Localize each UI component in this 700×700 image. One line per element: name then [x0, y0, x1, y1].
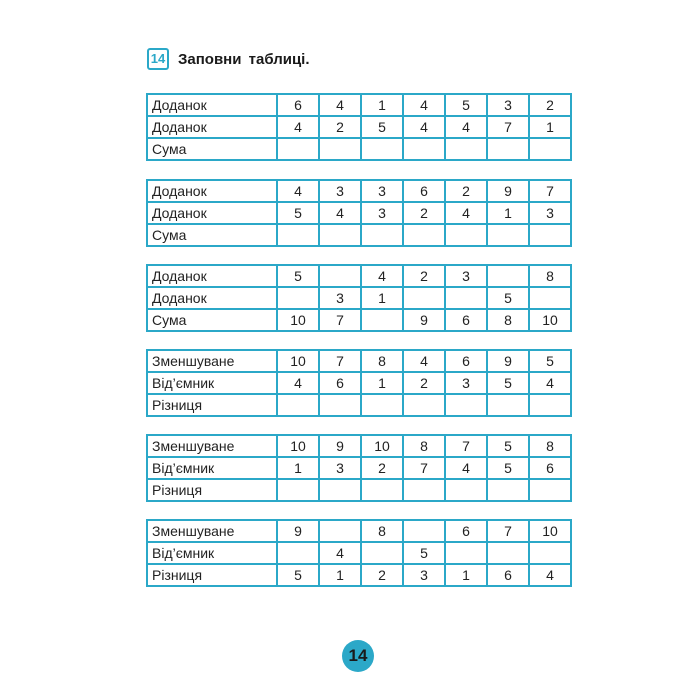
- table-row: [147, 116, 571, 138]
- table-row: [147, 180, 571, 202]
- value-cell: 5: [277, 202, 319, 224]
- table-row: [147, 287, 571, 309]
- empty-answer-cell[interactable]: [445, 138, 487, 160]
- row-label: Від’ємник: [147, 372, 277, 394]
- value-cell: 3: [487, 94, 529, 116]
- value-cell: 8: [361, 350, 403, 372]
- value-cell: 1: [319, 564, 361, 586]
- empty-answer-cell[interactable]: [487, 224, 529, 246]
- value-cell: 5: [445, 94, 487, 116]
- empty-answer-cell[interactable]: [361, 224, 403, 246]
- empty-answer-cell[interactable]: [319, 265, 361, 287]
- empty-answer-cell[interactable]: [319, 479, 361, 501]
- empty-answer-cell[interactable]: [361, 542, 403, 564]
- value-cell: 6: [487, 564, 529, 586]
- value-cell: 10: [361, 435, 403, 457]
- table-row: [147, 372, 571, 394]
- arithmetic-table: [146, 349, 572, 417]
- empty-answer-cell[interactable]: [529, 542, 571, 564]
- value-cell: 5: [361, 116, 403, 138]
- value-cell: 6: [319, 372, 361, 394]
- value-cell: 5: [487, 287, 529, 309]
- value-cell: 8: [403, 435, 445, 457]
- arithmetic-table: [146, 434, 572, 502]
- value-cell: 8: [529, 265, 571, 287]
- value-cell: 3: [319, 180, 361, 202]
- row-label: Сума: [147, 309, 277, 331]
- value-cell: 3: [529, 202, 571, 224]
- empty-answer-cell[interactable]: [403, 224, 445, 246]
- value-cell: 6: [403, 180, 445, 202]
- row-label: Різниця: [147, 394, 277, 416]
- value-cell: 2: [403, 265, 445, 287]
- value-cell: 4: [445, 116, 487, 138]
- row-label: Доданок: [147, 265, 277, 287]
- table-row: [147, 564, 571, 586]
- value-cell: 7: [487, 116, 529, 138]
- value-cell: 3: [361, 180, 403, 202]
- row-label: Від’ємник: [147, 457, 277, 479]
- value-cell: 1: [487, 202, 529, 224]
- value-cell: 9: [277, 520, 319, 542]
- empty-answer-cell[interactable]: [403, 287, 445, 309]
- value-cell: 1: [361, 94, 403, 116]
- empty-answer-cell[interactable]: [445, 287, 487, 309]
- table-row: [147, 309, 571, 331]
- value-cell: 9: [403, 309, 445, 331]
- value-cell: 8: [529, 435, 571, 457]
- empty-answer-cell[interactable]: [319, 520, 361, 542]
- value-cell: 3: [361, 202, 403, 224]
- empty-answer-cell[interactable]: [487, 542, 529, 564]
- empty-answer-cell[interactable]: [319, 138, 361, 160]
- value-cell: 3: [445, 265, 487, 287]
- arithmetic-table: [146, 93, 572, 161]
- value-cell: 3: [319, 457, 361, 479]
- empty-answer-cell[interactable]: [277, 542, 319, 564]
- value-cell: 4: [277, 372, 319, 394]
- empty-answer-cell[interactable]: [529, 287, 571, 309]
- row-label: Від’ємник: [147, 542, 277, 564]
- value-cell: 7: [529, 180, 571, 202]
- table-row: [147, 202, 571, 224]
- row-label: Сума: [147, 138, 277, 160]
- arithmetic-table: [146, 179, 572, 247]
- value-cell: 8: [361, 520, 403, 542]
- arithmetic-table: [146, 519, 572, 587]
- value-cell: 6: [445, 520, 487, 542]
- value-cell: 9: [487, 350, 529, 372]
- value-cell: 2: [361, 457, 403, 479]
- row-label: Доданок: [147, 287, 277, 309]
- empty-answer-cell[interactable]: [361, 394, 403, 416]
- task-header: [147, 48, 310, 70]
- table-row: [147, 94, 571, 116]
- empty-answer-cell[interactable]: [487, 265, 529, 287]
- value-cell: 2: [403, 372, 445, 394]
- empty-answer-cell[interactable]: [487, 138, 529, 160]
- value-cell: 1: [277, 457, 319, 479]
- empty-answer-cell[interactable]: [529, 138, 571, 160]
- empty-answer-cell[interactable]: [529, 394, 571, 416]
- value-cell: 2: [361, 564, 403, 586]
- value-cell: 9: [487, 180, 529, 202]
- value-cell: 4: [319, 94, 361, 116]
- value-cell: 7: [445, 435, 487, 457]
- empty-answer-cell[interactable]: [277, 224, 319, 246]
- value-cell: 5: [277, 265, 319, 287]
- empty-answer-cell[interactable]: [361, 479, 403, 501]
- row-label: Різниця: [147, 564, 277, 586]
- value-cell: 7: [319, 350, 361, 372]
- row-label: Доданок: [147, 116, 277, 138]
- value-cell: 5: [529, 350, 571, 372]
- empty-answer-cell[interactable]: [403, 479, 445, 501]
- empty-answer-cell[interactable]: [487, 479, 529, 501]
- table-row: [147, 457, 571, 479]
- value-cell: 3: [319, 287, 361, 309]
- value-cell: 6: [445, 350, 487, 372]
- value-cell: 10: [529, 520, 571, 542]
- empty-answer-cell[interactable]: [277, 287, 319, 309]
- empty-answer-cell[interactable]: [403, 394, 445, 416]
- tables-container: [146, 93, 572, 604]
- value-cell: 2: [403, 202, 445, 224]
- value-cell: 7: [319, 309, 361, 331]
- value-cell: 10: [277, 435, 319, 457]
- empty-answer-cell[interactable]: [529, 479, 571, 501]
- table-row: [147, 224, 571, 246]
- row-label: Доданок: [147, 180, 277, 202]
- table-row: [147, 520, 571, 542]
- value-cell: 4: [319, 202, 361, 224]
- value-cell: 6: [277, 94, 319, 116]
- task-number-badge: 14: [147, 48, 169, 70]
- value-cell: 4: [403, 94, 445, 116]
- row-label: Зменшуване: [147, 350, 277, 372]
- table-row: [147, 350, 571, 372]
- value-cell: 2: [319, 116, 361, 138]
- value-cell: 1: [445, 564, 487, 586]
- value-cell: 1: [529, 116, 571, 138]
- empty-answer-cell[interactable]: [403, 520, 445, 542]
- table-row: [147, 394, 571, 416]
- empty-answer-cell[interactable]: [403, 138, 445, 160]
- value-cell: 1: [361, 287, 403, 309]
- empty-answer-cell[interactable]: [277, 479, 319, 501]
- value-cell: 6: [529, 457, 571, 479]
- value-cell: 6: [445, 309, 487, 331]
- value-cell: 3: [403, 564, 445, 586]
- value-cell: 4: [529, 372, 571, 394]
- row-label: Зменшуване: [147, 435, 277, 457]
- page-number: 14: [342, 640, 374, 672]
- value-cell: 3: [445, 372, 487, 394]
- row-label: Доданок: [147, 202, 277, 224]
- value-cell: 9: [319, 435, 361, 457]
- empty-answer-cell[interactable]: [277, 394, 319, 416]
- empty-answer-cell[interactable]: [361, 138, 403, 160]
- empty-answer-cell[interactable]: [445, 394, 487, 416]
- value-cell: 4: [403, 350, 445, 372]
- empty-answer-cell[interactable]: [445, 479, 487, 501]
- value-cell: 10: [529, 309, 571, 331]
- row-label: Зменшуване: [147, 520, 277, 542]
- value-cell: 1: [361, 372, 403, 394]
- value-cell: 10: [277, 309, 319, 331]
- value-cell: 4: [319, 542, 361, 564]
- table-row: [147, 542, 571, 564]
- value-cell: 4: [361, 265, 403, 287]
- value-cell: 4: [277, 116, 319, 138]
- empty-answer-cell[interactable]: [445, 542, 487, 564]
- value-cell: 5: [403, 542, 445, 564]
- row-label: Сума: [147, 224, 277, 246]
- value-cell: 2: [445, 180, 487, 202]
- value-cell: 5: [487, 372, 529, 394]
- table-row: [147, 435, 571, 457]
- value-cell: 10: [277, 350, 319, 372]
- value-cell: 5: [277, 564, 319, 586]
- value-cell: 4: [529, 564, 571, 586]
- value-cell: 8: [487, 309, 529, 331]
- empty-answer-cell[interactable]: [529, 224, 571, 246]
- empty-answer-cell[interactable]: [361, 309, 403, 331]
- empty-answer-cell[interactable]: [487, 394, 529, 416]
- table-row: [147, 138, 571, 160]
- row-label: Доданок: [147, 94, 277, 116]
- empty-answer-cell[interactable]: [277, 138, 319, 160]
- empty-answer-cell[interactable]: [319, 224, 361, 246]
- value-cell: 2: [529, 94, 571, 116]
- value-cell: 7: [403, 457, 445, 479]
- value-cell: 4: [403, 116, 445, 138]
- value-cell: 4: [445, 202, 487, 224]
- table-row: [147, 265, 571, 287]
- value-cell: 4: [277, 180, 319, 202]
- value-cell: 4: [445, 457, 487, 479]
- arithmetic-table: [146, 264, 572, 332]
- table-row: [147, 479, 571, 501]
- task-title: Заповни таблиці.: [178, 50, 310, 68]
- empty-answer-cell[interactable]: [319, 394, 361, 416]
- row-label: Різниця: [147, 479, 277, 501]
- empty-answer-cell[interactable]: [445, 224, 487, 246]
- value-cell: 5: [487, 435, 529, 457]
- value-cell: 7: [487, 520, 529, 542]
- value-cell: 5: [487, 457, 529, 479]
